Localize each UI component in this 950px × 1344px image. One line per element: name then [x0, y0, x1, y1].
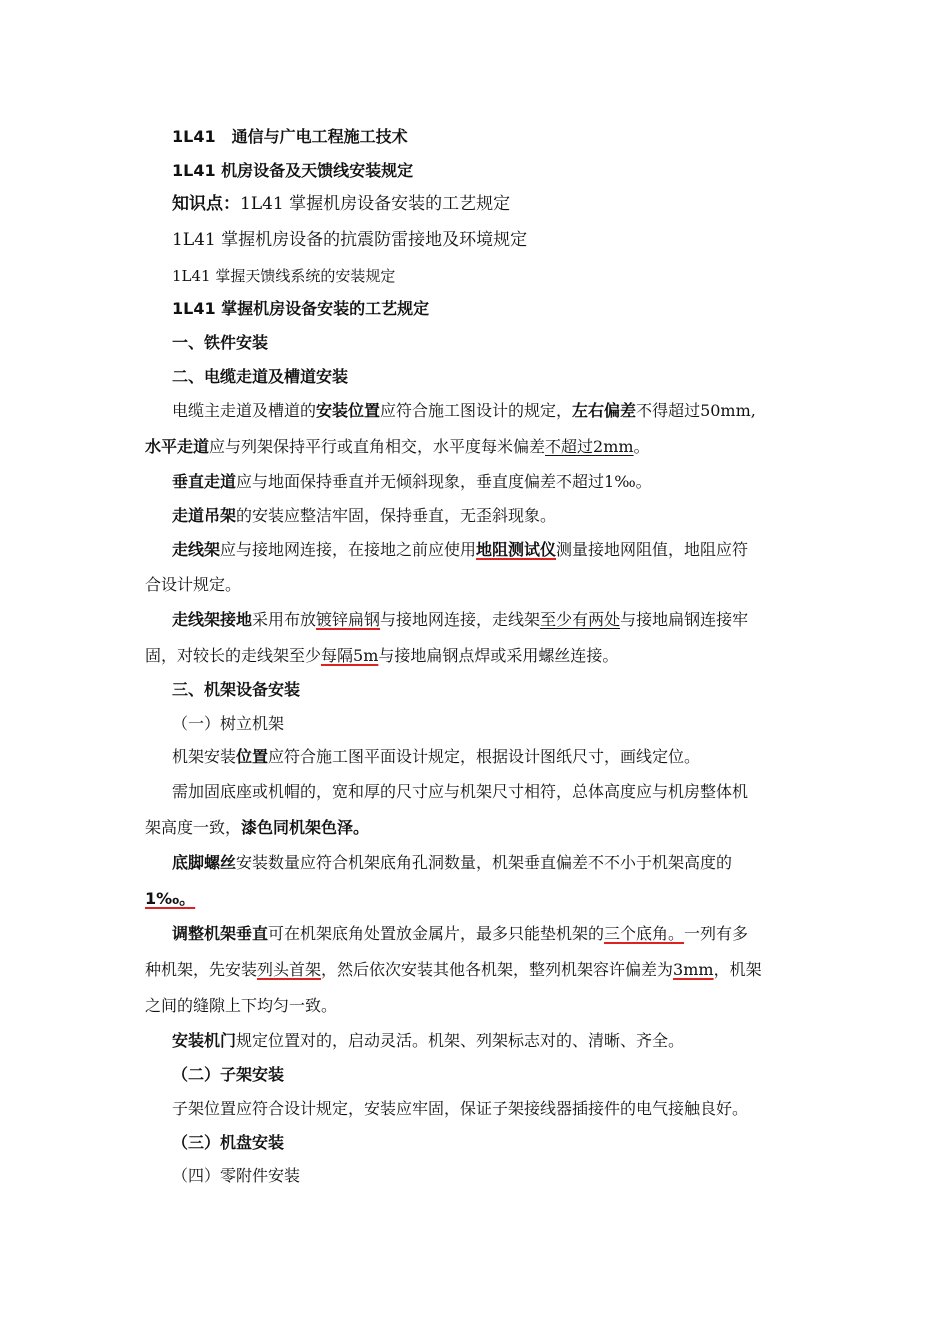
underlined-term: 不超过2mm	[545, 437, 634, 456]
bold-term: 安装机门	[172, 1031, 237, 1050]
text: 一列有多	[684, 924, 749, 943]
part-1-title: 一、铁件安装	[172, 333, 269, 352]
paragraph-line	[172, 922, 748, 946]
text: 规定位置对的，启动灵活。机架、列架标志对的、清晰、齐全。	[236, 1031, 685, 1050]
paragraph-line	[145, 887, 195, 911]
text: 不得超过50mm,	[636, 401, 756, 420]
underlined-term: 列头首架	[257, 960, 322, 979]
bold-term: 底脚螺丝	[172, 853, 237, 872]
knowledge-point-2: 1L41 掌握机房设备的抗震防雷接地及环境规定	[172, 230, 528, 250]
paragraph-line	[172, 504, 556, 528]
paragraph-line	[172, 538, 748, 562]
subsection-3-title: （三）机盘安装	[172, 1133, 285, 1152]
text: 应与地面保持垂直并无倾斜现象，垂直度偏差不超过1‰。	[236, 472, 652, 491]
underlined-term: 3mm	[673, 960, 714, 979]
underlined-term: 1‰。	[145, 889, 196, 908]
bold-term: 调整机架垂直	[172, 924, 269, 943]
text: 安装数量应符合机架底角孔洞数量，机架垂直偏差不不小于机架高度的	[236, 853, 733, 872]
text: 架高度一致，	[145, 818, 242, 837]
text: 与接地扁钢连接牢	[620, 610, 749, 629]
knowledge-point-3: 1L41 掌握天馈线系统的安装规定	[172, 267, 396, 285]
bold-term: 垂直走道	[172, 472, 237, 491]
paragraph-line: 需加固底座或机帽的，宽和厚的尺寸应与机架尺寸相符，总体高度应与机房整体机	[172, 782, 749, 801]
text: 测量接地网阻值，地阻应符	[556, 540, 749, 559]
bold-term: 位置	[236, 747, 269, 766]
paragraph-line	[145, 435, 650, 459]
text: ，机架	[713, 960, 762, 979]
paragraph-line	[145, 644, 618, 668]
text: 与接地网连接，走线架	[380, 610, 541, 629]
bold-term: 走线架接地	[172, 610, 253, 629]
underlined-term: 每隔5m	[321, 646, 379, 665]
paragraph-line: 之间的缝隙上下均匀一致。	[145, 996, 338, 1015]
text: 可在机架底角处置放金属片，最多只能垫机架的	[268, 924, 605, 943]
knowledge-label: 知识点：	[172, 194, 240, 214]
text: ，然后依次安装其他各机架，整列机架容许偏差为	[321, 960, 674, 979]
subsection-1-title: （一）树立机架	[172, 714, 285, 733]
paragraph-line	[172, 1029, 684, 1053]
paragraph-line: 子架位置应符合设计规定，安装应牢固，保证子架接线器插接件的电气接触良好。	[172, 1099, 749, 1118]
paragraph-line	[172, 470, 652, 494]
paragraph-line: 合设计规定。	[145, 575, 242, 594]
paragraph-line	[172, 851, 732, 875]
text: 固，对较长的走线架至少	[145, 646, 322, 665]
text: 应符合施工图设计的规定，	[380, 401, 573, 420]
part-2-title: 二、电缆走道及槽道安装	[172, 367, 349, 386]
bold-term: 左右偏差	[572, 401, 637, 420]
text: 种机架，先安装	[145, 960, 258, 979]
bold-term: 水平走道	[145, 437, 210, 456]
paragraph-line	[145, 958, 762, 982]
paragraph-line	[145, 816, 369, 840]
bold-term: 走道吊架	[172, 506, 237, 525]
text: 的安装应整洁牢固，保持垂直，无歪斜现象。	[236, 506, 557, 525]
text: 应符合施工图平面设计规定，根据设计图纸尺寸，画线定位。	[268, 747, 701, 766]
heading-1: 1L41 通信与广电工程施工技术	[172, 127, 408, 146]
underlined-term: 至少有两处	[540, 610, 621, 629]
heading-2: 1L41 机房设备及天馈线安装规定	[172, 161, 414, 180]
knowledge-point-line	[172, 192, 510, 216]
section-title: 1L41 掌握机房设备安装的工艺规定	[172, 299, 430, 318]
text: 电缆主走道及槽道的	[172, 401, 317, 420]
text: 应与列架保持平行或直角相交，水平度每米偏差	[209, 437, 546, 456]
text: 。	[633, 437, 650, 456]
underlined-term: 三个底角。	[604, 924, 685, 943]
paragraph-line	[172, 608, 748, 632]
bold-term: 走线架	[172, 540, 221, 559]
text: 应与接地网连接，在接地之前应使用	[220, 540, 477, 559]
subsection-2-title: （二）子架安装	[172, 1065, 285, 1084]
paragraph-line	[172, 399, 756, 423]
underlined-term: 镀锌扁钢	[316, 610, 381, 629]
text: 机架安装	[172, 747, 237, 766]
bold-term: 漆色同机架色泽。	[241, 818, 370, 837]
underlined-term: 地阻测试仪	[476, 540, 557, 559]
subsection-4-title: （四）零附件安装	[172, 1166, 301, 1185]
text: 采用布放	[252, 610, 317, 629]
part-3-title: 三、机架设备安装	[172, 680, 301, 699]
paragraph-line	[172, 745, 700, 769]
text: 与接地扁钢点焊或采用螺丝连接。	[378, 646, 619, 665]
bold-term: 安装位置	[316, 401, 381, 420]
knowledge-point-1: 1L41 掌握机房设备安装的工艺规定	[240, 194, 511, 214]
